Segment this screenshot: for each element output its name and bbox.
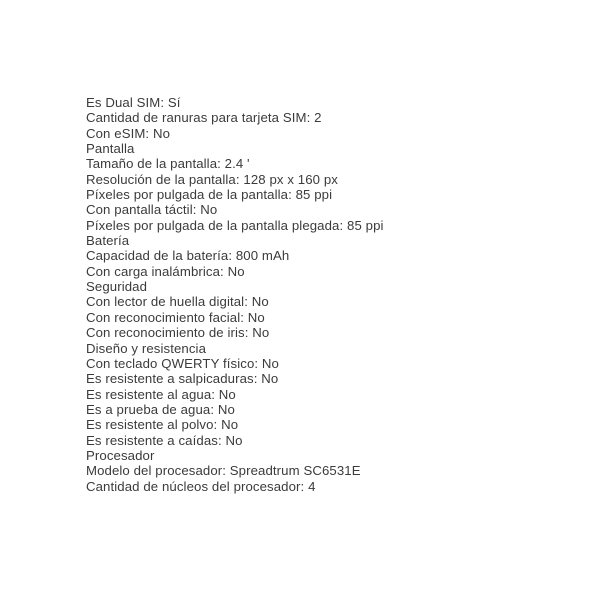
spec-line-wireless-charging: Con carga inalámbrica: No (86, 263, 245, 279)
section-heading-pantalla: Pantalla (86, 141, 135, 157)
spec-line-dust-resistant: Es resistente al polvo: No (86, 417, 239, 433)
spec-line-face-recognition: Con reconocimiento facial: No (86, 309, 265, 325)
spec-line-splash-resistant: Es resistente a salpicaduras: No (86, 371, 279, 387)
spec-line-dual-sim: Es Dual SIM: Sí (86, 95, 181, 110)
spec-line-screen-size: Tamaño de la pantalla: 2.4 ' (86, 156, 250, 172)
spec-line-battery-capacity: Capacidad de la batería: 800 mAh (86, 248, 290, 264)
spec-line-drop-resistant: Es resistente a caídas: No (86, 432, 243, 448)
spec-line-fingerprint: Con lector de huella digital: No (86, 294, 269, 310)
section-heading-seguridad: Seguridad (86, 279, 148, 295)
spec-line-esim: Con eSIM: No (86, 125, 171, 141)
section-heading-procesador: Procesador (86, 447, 155, 463)
section-heading-bateria: Batería (86, 233, 130, 249)
spec-line-qwerty: Con teclado QWERTY físico: No (86, 355, 279, 371)
spec-line-folded-screen-ppi: Píxeles por pulgada de la pantalla plegada: 85 ppi (86, 217, 384, 233)
spec-line-water-resistant: Es resistente al agua: No (86, 386, 236, 402)
section-heading-diseno: Diseño y resistencia (86, 340, 207, 356)
spec-line-screen-resolution: Resolución de la pantalla: 128 px x 160 px (86, 171, 338, 187)
spec-list (86, 95, 566, 507)
spec-line-sim-slots: Cantidad de ranuras para tarjeta SIM: 2 (86, 110, 322, 126)
spec-line-screen-ppi: Píxeles por pulgada de la pantalla: 85 ppi (86, 187, 333, 203)
spec-line-iris-recognition: Con reconocimiento de iris: No (86, 325, 270, 341)
spec-line-processor-cores: Cantidad de núcleos del procesador: 4 (86, 478, 316, 494)
spec-line-processor-model: Modelo del procesador: Spreadtrum SC6531E (86, 463, 361, 479)
spec-line-waterproof: Es a prueba de agua: No (86, 401, 235, 417)
spec-line-touchscreen: Con pantalla táctil: No (86, 202, 218, 218)
